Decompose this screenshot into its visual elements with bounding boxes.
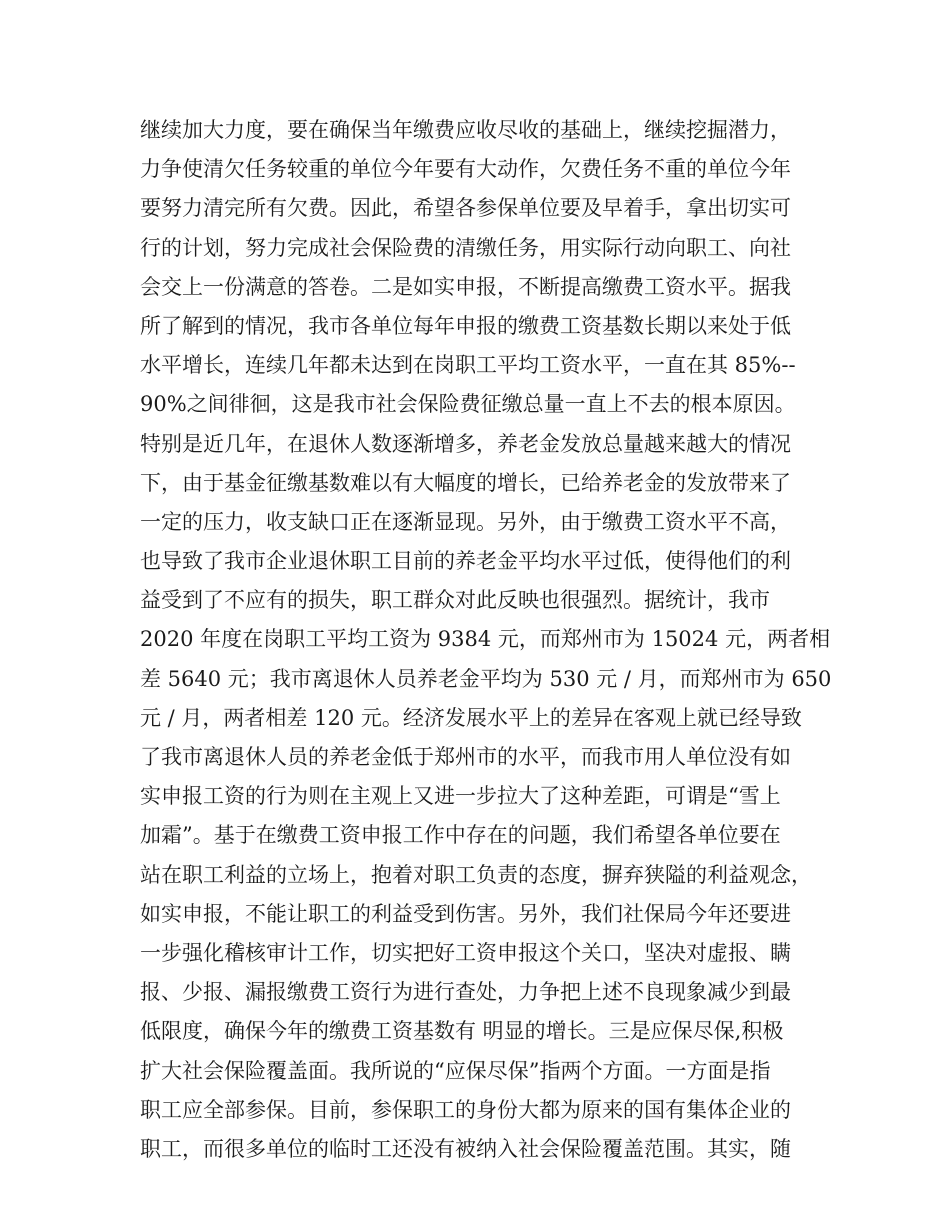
text-line: 一定的压力，收支缺口正在逐渐显现。另外，由于缴费工资水平不高，	[140, 509, 791, 534]
text-line: 继续加大力度，要在确保当年缴费应收尽收的基础上，继续挖掘潜力，	[140, 118, 791, 142]
text-line: 职工，而很多单位的临时工还没有被纳入社会保险覆盖范围。其实，随	[140, 1136, 791, 1161]
text-line: 会交上一份满意的答卷。二是如实申报，不断提高缴费工资水平。据我	[140, 274, 791, 299]
text-line: 下，由于基金征缴基数难以有大幅度的增长，已给养老金的发放带来了	[140, 470, 791, 495]
text-line: 报、少报、漏报缴费工资行为进行查处，力争把上述不良现象减少到最	[140, 980, 791, 1005]
text-line: 要努力清完所有欠费。因此，希望各参保单位要及早着手，拿出切实可	[140, 196, 791, 221]
text-line: 扩大社会保险覆盖面。我所说的“应保尽保”指两个方面。一方面是指	[140, 1058, 771, 1083]
text-line: 差 5640 元；我市离退休人员养老金平均为 530 元 / 月，而郑州市为 650	[140, 666, 832, 691]
text-line: 2020 年度在岗职工平均工资为 9384 元，而郑州市为 15024 元，两者相	[140, 627, 831, 652]
body-text	[140, 111, 830, 1169]
text-line: 实申报工资的行为则在主观上又进一步拉大了这种差距，可谓是“雪上	[140, 784, 781, 809]
text-line: 所了解到的情况，我市各单位每年申报的缴费工资基数长期以来处于低	[140, 313, 791, 338]
text-line: 特别是近几年，在退休人数逐渐增多，养老金发放总量越来越大的情况	[140, 431, 791, 456]
text-line: 行的计划，努力完成社会保险费的清缴任务，用实际行动向职工、向社	[140, 235, 791, 260]
text-line: 90%之间徘徊，这是我市社会保险费征缴总量一直上不去的根本原因。	[140, 392, 796, 417]
text-line: 水平增长，连续几年都未达到在岗职工平均工资水平，一直在其 85%--	[140, 353, 796, 378]
text-line: 加霜”。基于在缴费工资申报工作中存在的问题，我们希望各单位要在	[140, 823, 781, 848]
text-line: 站在职工利益的立场上，抱着对职工负责的态度，摒弃狭隘的利益观念，	[140, 862, 812, 887]
text-line: 益受到了不应有的损失，职工群众对此反映也很强烈。据统计，我市	[140, 588, 770, 613]
text-line: 元 / 月，两者相差 120 元。经济发展水平上的差异在客观上就已经导致	[140, 705, 802, 730]
text-line: 也导致了我市企业退休职工目前的养老金平均水平过低，使得他们的利	[140, 549, 791, 574]
text-line: 低限度，确保今年的缴费工资基数有 明显的增长。三是应保尽保,积极	[140, 1019, 784, 1044]
text-line: 一步强化稽核审计工作，切实把好工资申报这个关口，坚决对虚报、瞒	[140, 940, 791, 965]
text-line: 如实申报，不能让职工的利益受到伤害。另外，我们社保局今年还要进	[140, 901, 791, 926]
text-line: 职工应全部参保。目前，参保职工的身份大都为原来的国有集体企业的	[140, 1097, 791, 1122]
text-line: 力争使清欠任务较重的单位今年要有大动作，欠费任务不重的单位今年	[140, 157, 791, 182]
text-line: 了我市离退休人员的养老金低于郑州市的水平，而我市用人单位没有如	[140, 745, 791, 769]
